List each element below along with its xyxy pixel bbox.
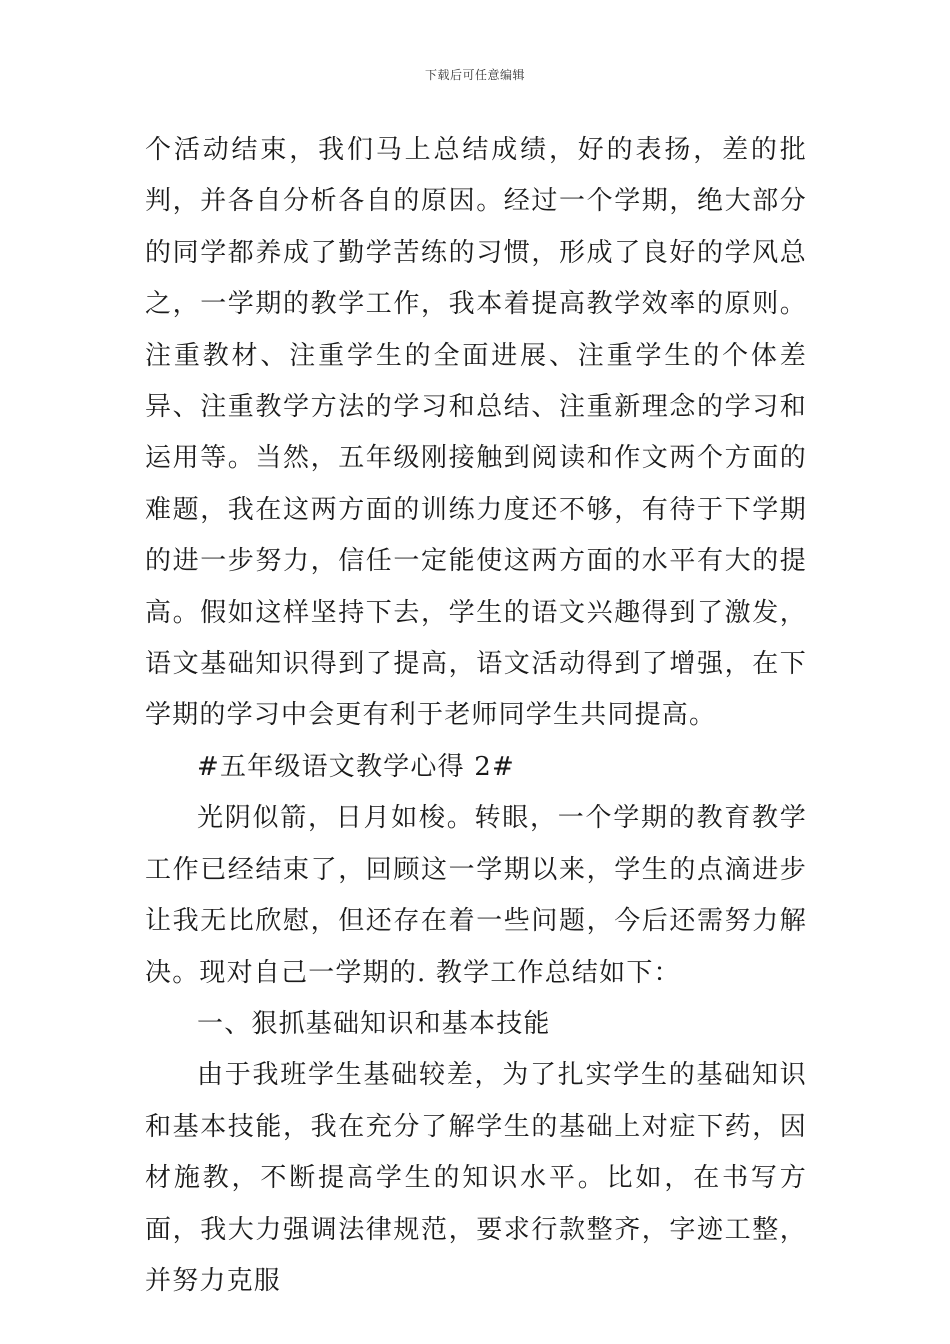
section-heading: #五年级语文教学心得 2#	[197, 751, 515, 782]
header-note: 下载后可任意编辑	[424, 68, 525, 82]
paragraph-body: 由于我班学生基础较差，为了扎实学生的基础知识和基本技能，我在充分了解学生的基础上对症下药，因材施教，不断提高学生的知识水平。比如，在书写方面，我大力强调法律规范，要求行款整齐，字迹工整，并努力克服	[145, 1060, 807, 1296]
subsection-heading: 一、狠抓基础知识和基本技能	[197, 1008, 551, 1039]
paragraph-continuation: 个活动结束，我们马上总结成绩，好的表扬，差的批判，并各自分析各自的原因。经过一个学期，绝大部分的同学都养成了勤学苦练的习惯，形成了良好的学风总之，一学期的教学工作，我本着提高教学效率的原则。注重教材、注重学生的全面进展、注重学生的个体差异、注重教学方法的学习和总结、注重新理念的学习和运用等。当然，五年级刚接触到阅读和作文两个方面的难题，我在这两方面的训练力度还不够，有待于下学期的进一步努力，信任一定能使这两方面的水平有大的提高。假如这样坚持下去，学生的语文兴趣得到了激发，语文基础知识得到了提高，语文活动得到了增强，在下学期的学习中会更有利于老师同学生共同提高。	[145, 135, 807, 731]
document-body	[145, 125, 807, 1307]
paragraph-intro: 光阴似箭，日月如梭。转眼，一个学期的教育教学工作已经结束了，回顾这一学期以来，学生的点滴进步让我无比欣慰，但还存在着一些问题，今后还需努力解决。现对自己一学期的. 教学工作总结如下：	[145, 803, 807, 988]
